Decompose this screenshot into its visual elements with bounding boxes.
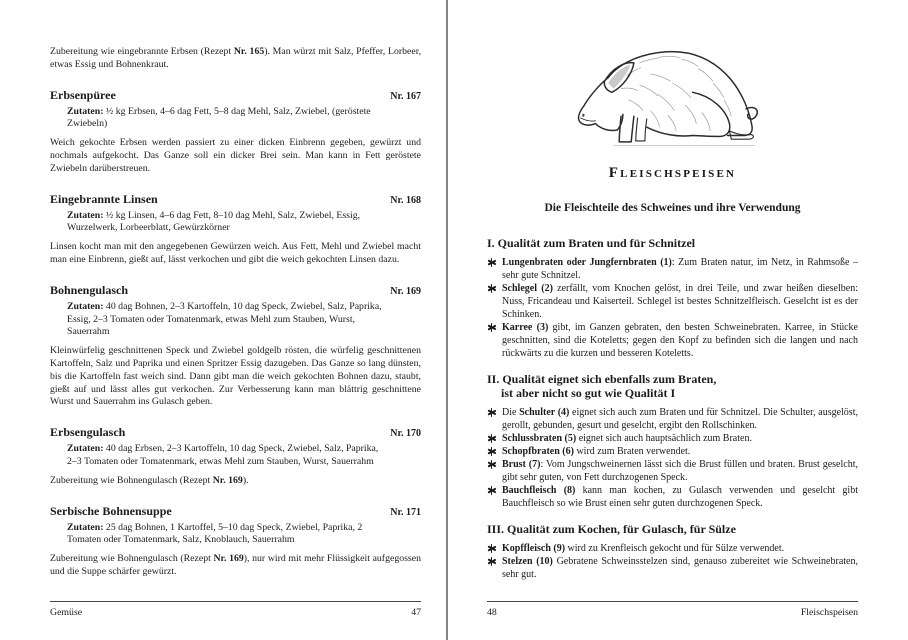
intro-paragraph	[50, 46, 421, 72]
item-rest: : Vom Jungschweinernen lässt sich die Brust füllen und braten. Brust geselcht, gibt sehr guten, von Fett durchzogenen Speck.	[502, 459, 858, 483]
intro-recipe-ref: Nr. 165	[233, 46, 265, 57]
recipe-instructions	[50, 553, 421, 579]
item-text	[502, 256, 858, 282]
section-heading-3: III. Qualität zum Kochen, für Gulasch, für Sülze	[487, 522, 736, 536]
recipe-ingredients	[67, 301, 387, 339]
list-item	[487, 445, 858, 458]
item-text	[502, 458, 858, 484]
list-item	[487, 458, 858, 484]
ingredients-text: ½ kg Erbsen, 4–6 dag Fett, 5–8 dag Mehl, Salz, Zwiebel, (geröstete Zwiebeln)	[67, 105, 371, 130]
item-text	[502, 432, 858, 445]
asterisk-bullet-icon	[487, 434, 496, 443]
recipe-number: Nr. 168	[390, 194, 421, 206]
ingredients-label: Zutaten:	[67, 521, 104, 533]
instructions-post: ), nur wird mit mehr Flüssigkeit aufgegossen und die Suppe schärfer gewürzt.	[50, 553, 421, 577]
recipe-ingredients	[67, 210, 387, 236]
list-item	[487, 321, 858, 360]
recipe-title: Serbische Bohnensuppe	[50, 503, 172, 518]
ingredients-label: Zutaten:	[67, 443, 104, 455]
item-rest: gibt, im Ganzen gebraten, den besten Schweinebraten. Karree, in Stücke geschnitten, sind die Koteletts; gegen den Kopf zu befinden sich die langen und nach rückwärts zu die kurzen und besseren Koteletts.	[502, 322, 858, 359]
recipe-instructions: Linsen kocht man mit den angegebenen Gewürzen weich. Aus Fett, Mehl und Zwiebel macht man eine Einbrenn, gießt auf, lässt verkochen und gibt die weich gekochten Linsen dazu.	[50, 241, 421, 265]
recipe-number: Nr. 171	[390, 506, 421, 518]
ingredients-label: Zutaten:	[67, 209, 104, 221]
item-text	[502, 406, 858, 432]
recipe-number: Nr. 169	[390, 285, 421, 297]
item-rest: zerfällt, vom Knochen gelöst, in drei Teile, und zwar heißen dieselben: Nuss, Fricandeau und Kaiserteil. Schlegel ist bestes Schnitzelfleisch. Geselcht ist es der Schinken.	[502, 283, 858, 320]
asterisk-bullet-icon	[487, 408, 496, 417]
ingredients-text: 40 dag Erbsen, 2–3 Kartoffeln, 10 dag Speck, Zwiebel, Salz, Paprika, 2–3 Tomaten oder Tomatenmark, etwas Mehl zum Stauben, Wurst, Sauerrahm	[67, 443, 379, 467]
meat-parts-list-3	[487, 542, 858, 581]
item-text	[502, 445, 858, 458]
item-term: Bauchfleisch (8)	[502, 485, 576, 496]
page-number: 47	[411, 607, 421, 618]
ingredients-label: Zutaten:	[67, 300, 104, 312]
list-item	[487, 555, 858, 581]
recipe-number: Nr. 170	[390, 428, 421, 440]
asterisk-bullet-icon	[487, 486, 496, 495]
item-term: Schlegel (2)	[502, 283, 553, 294]
recipe-eingebrannte-linsen	[50, 192, 421, 267]
recipe-title: Bohnengulasch	[50, 282, 129, 297]
meat-parts-list-2	[487, 406, 858, 510]
recipe-ingredients	[67, 106, 387, 132]
item-term: Schopfbraten (6)	[502, 446, 574, 457]
section-heading-2	[487, 372, 858, 400]
asterisk-bullet-icon	[487, 447, 496, 456]
list-item	[487, 406, 858, 432]
asterisk-bullet-icon	[487, 284, 496, 293]
item-text	[502, 321, 858, 360]
list-item	[487, 484, 858, 510]
item-term: Lungenbraten oder Jungfernbraten (1)	[502, 257, 672, 268]
item-pre: Die	[502, 407, 520, 418]
ingredients-label: Zutaten:	[67, 105, 104, 117]
recipe-serbische-bohnensuppe	[50, 504, 421, 579]
recipe-instructions: Weich gekochte Erbsen werden passiert zu einer dicken Einbrenn gegeben, gewürzt und nochmals aufgekocht. Das Ganze soll ein dicker Brei sein. Man kann in Fett geröstete Zwiebeln darüberstreuen.	[50, 137, 421, 174]
item-text	[502, 484, 858, 510]
recipe-header	[50, 192, 421, 207]
item-text	[502, 542, 858, 555]
recipe-header	[50, 283, 421, 298]
pig-illustration	[487, 28, 858, 157]
instructions-pre: Zubereitung wie Bohnengulasch (Rezept	[50, 553, 214, 565]
left-page-footer	[50, 601, 421, 618]
recipe-title: Erbsenpüree	[50, 87, 116, 102]
list-item	[487, 542, 858, 555]
recipe-header	[50, 88, 421, 103]
recipe-erbsengulasch	[50, 425, 421, 487]
item-rest: wird zum Braten verwendet.	[573, 446, 691, 457]
recipe-ref: Nr. 169	[213, 553, 244, 565]
item-term: Brust (7)	[502, 459, 541, 470]
instructions-post: ).	[242, 474, 249, 486]
pig-etching-svg	[560, 28, 785, 152]
page-right	[448, 0, 906, 640]
recipe-ref: Nr. 169	[212, 474, 243, 486]
list-item	[487, 282, 858, 321]
item-term: Schlussbraten (5)	[502, 433, 577, 444]
item-term: Stelzen (10)	[502, 556, 553, 567]
intro-text-post: ). Man würzt mit Salz, Pfeffer, Lorbeer, etwas Essig und Bohnenkraut.	[50, 46, 422, 70]
item-term: Schulter (4)	[519, 407, 570, 418]
instructions-pre: Zubereitung wie Bohnengulasch (Rezept	[50, 474, 213, 486]
heading-line2: ist aber nicht so gut wie Qualität I	[501, 386, 676, 400]
chapter-title: Fleischspeisen	[608, 165, 737, 181]
recipe-header	[50, 425, 421, 440]
item-rest: eignet sich auch hauptsächlich zum Braten.	[576, 433, 752, 444]
ingredients-text: ½ kg Linsen, 4–6 dag Fett, 8–10 dag Mehl, Salz, Zwiebel, Essig, Wurzelwerk, Lorbeerblatt, Gewürzkörner	[67, 209, 361, 234]
footer-section-name: Fleischspeisen	[800, 607, 858, 618]
ingredients-text: 25 dag Bohnen, 1 Kartoffel, 5–10 dag Speck, Zwiebel, Paprika, 2 Tomaten oder Tomatenmark, Salz, Knoblauch, Sauerrahm	[67, 521, 363, 546]
item-rest: kann man kochen, zu Gulasch verwenden und geselcht gibt Bauchfleisch so wie Brust einen sehr guten durchzogenen Speck.	[502, 485, 858, 509]
item-term: Kopffleisch (9)	[502, 543, 566, 554]
recipe-title: Eingebrannte Linsen	[50, 191, 158, 206]
section-heading-1: I. Qualität zum Braten und für Schnitzel	[487, 236, 696, 250]
item-term: Karree (3)	[502, 322, 549, 333]
recipe-instructions	[50, 475, 421, 488]
item-rest: : Zum Braten natur, im Netz, in Rahmsoße – sehr gute Schnitzel.	[502, 257, 858, 281]
heading-line1: II. Qualität eignet sich ebenfalls zum Braten,	[487, 372, 717, 386]
list-item	[487, 432, 858, 445]
asterisk-bullet-icon	[487, 460, 496, 469]
recipe-title: Erbsengulasch	[50, 425, 126, 440]
item-rest: eignet sich auch zum Braten und für Schnitzel. Die Schulter, ausgelöst, gerollt, gebunden, gesurt und geselcht, ergibt den Rollschinken.	[502, 407, 858, 431]
item-rest: Gebratene Schweinsstelzen sind, genauso zubereitet wie Schweinebraten, sehr gut.	[502, 556, 858, 580]
right-page-footer	[487, 601, 858, 618]
footer-section-name: Gemüse	[50, 607, 83, 618]
page-left	[0, 0, 448, 640]
intro-text-pre: Zubereitung wie eingebrannte Erbsen (Rezept	[50, 46, 234, 57]
item-text	[502, 282, 858, 321]
page-number: 48	[487, 607, 497, 618]
meat-parts-list-1	[487, 256, 858, 360]
asterisk-bullet-icon	[487, 544, 496, 553]
recipe-ingredients	[67, 443, 387, 469]
recipe-instructions: Kleinwürfelig geschnittenen Speck und Zwiebel goldgelb rösten, die würfelig geschnittenen Kartoffeln, Salz und Paprika und einen Spritzer Essig dazugeben. Das Ganze so lang dünsten, bis die Kartoffeln fast weich sind. Dann gibt man die weich gekochten Bohnen dazu, staubt, gießt auf und lässt alles gut verkochen. Zur Verbesserung kann man blättrig geschnittene Wurst und Sauerrahm ins Gulasch geben.	[50, 345, 421, 408]
asterisk-bullet-icon	[487, 557, 496, 566]
item-rest: wird zu Krenfleisch gekocht und für Sülze verwendet.	[565, 543, 785, 554]
recipe-number: Nr. 167	[390, 90, 421, 102]
list-item	[487, 256, 858, 282]
recipe-ingredients	[67, 522, 387, 548]
asterisk-bullet-icon	[487, 323, 496, 332]
recipe-header	[50, 504, 421, 519]
item-text	[502, 555, 858, 581]
recipe-erbsenpueree	[50, 88, 421, 176]
ingredients-text: 40 dag Bohnen, 2–3 Kartoffeln, 10 dag Speck, Zwiebel, Salz, Paprika, Essig, 2–3 Tomaten oder Tomatenmark, etwas Mehl zum Stauben, Wurst, Sauerrahm	[67, 300, 382, 338]
asterisk-bullet-icon	[487, 258, 496, 267]
recipe-bohnengulasch	[50, 283, 421, 409]
chapter-subtitle: Die Fleischteile des Schweines und ihre Verwendung	[544, 202, 801, 214]
